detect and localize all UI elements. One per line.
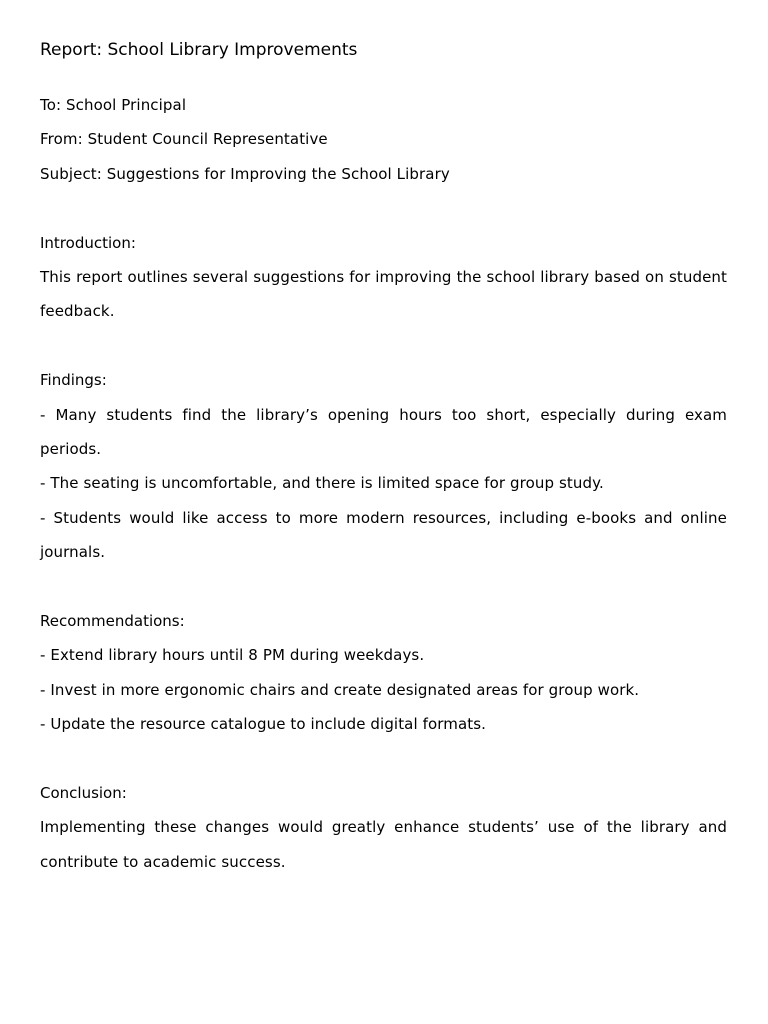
recommendations-item: - Invest in more ergonomic chairs and create designated areas for group work. [40, 680, 640, 699]
conclusion-section [40, 776, 727, 879]
findings-item: - Students would like access to more modern resources, including e-books and online journals. [40, 508, 727, 562]
introduction-text: This report outlines several suggestions for improving the school library based on student feedback. [40, 268, 727, 321]
memo-to: To: School Principal [40, 96, 187, 114]
findings-section [40, 363, 727, 569]
conclusion-text: Implementing these changes would greatly enhance students’ use of the library and contribute to academic success. [40, 818, 727, 871]
findings-list [40, 398, 727, 570]
report-title: Report: School Library Improvements [40, 40, 358, 60]
memo-from: From: Student Council Representative [40, 130, 328, 149]
recommendations-list [40, 638, 727, 741]
findings-item: - The seating is uncomfortable, and there is limited space for group study. [40, 474, 604, 493]
recommendations-section [40, 604, 727, 742]
memo-header [40, 88, 727, 191]
recommendations-item: - Extend library hours until 8 PM during weekdays. [40, 646, 425, 665]
findings-item: - Many students find the library’s opening hours too short, especially during exam periods. [40, 405, 727, 459]
findings-heading: Findings: [40, 371, 107, 390]
recommendations-item: - Update the resource catalogue to include digital formats. [40, 715, 487, 734]
recommendations-heading: Recommendations: [40, 612, 185, 631]
conclusion-heading: Conclusion: [40, 784, 127, 803]
introduction-section [40, 226, 727, 329]
introduction-heading: Introduction: [40, 233, 136, 252]
memo-subject: Subject: Suggestions for Improving the School Library [40, 164, 450, 183]
